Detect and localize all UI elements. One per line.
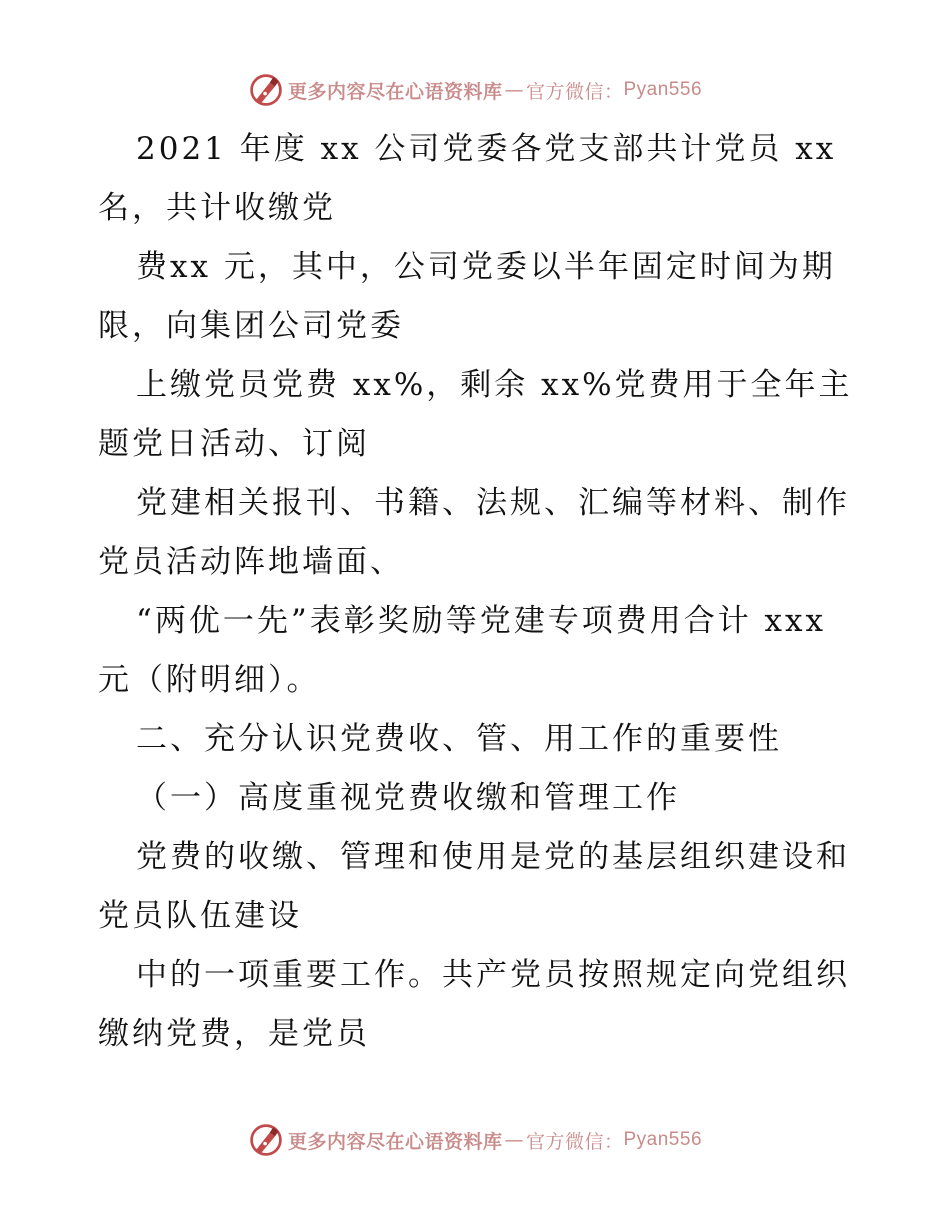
paragraph-line: 题党日活动、订阅: [98, 426, 370, 462]
watermark-label: 官方微信：: [525, 1130, 624, 1153]
section-heading: 二、充分认识党费收、管、用工作的重要性: [136, 721, 782, 757]
paragraph-line: 党员队伍建设: [98, 898, 302, 934]
subsection-heading: （一）高度重视党费收缴和管理工作: [136, 780, 680, 816]
paragraph-line: 元（附明细）。: [98, 662, 321, 698]
paragraph-line: 党建相关报刊、书籍、法规、汇编等材料、制作: [136, 485, 850, 521]
footer-watermark: [0, 1118, 950, 1162]
paragraph-line: “两优一先”表彰奖励等党建专项费用合计 xxx: [136, 603, 826, 639]
paragraph-line: 党员活动阵地墙面、: [98, 544, 404, 580]
watermark-wechat-id: Pyan556: [623, 79, 703, 100]
paragraph-line: 上缴党员党费 xx%，剩余 xx%党费用于全年主: [136, 367, 853, 403]
paragraph-line: 党费的收缴、管理和使用是党的基层组织建设和: [136, 839, 850, 875]
watermark-main-text: 更多内容尽在心语资料库: [287, 1130, 503, 1153]
watermark-main-text: 更多内容尽在心语资料库: [287, 80, 503, 103]
paragraph-line: 中的一项重要工作。共产党员按照规定向党组织: [136, 957, 850, 993]
paragraph-line: 费xx 元，其中，公司党委以半年固定时间为期: [136, 249, 836, 285]
pen-nib-logo-icon: [248, 72, 284, 108]
watermark-wechat-id: Pyan556: [623, 1129, 703, 1150]
document-body: [98, 120, 858, 1064]
paragraph-line: 名，共计收缴党: [98, 190, 336, 226]
paragraph-line: 限，向集团公司党委: [98, 308, 404, 344]
watermark-label: 官方微信：: [525, 80, 624, 103]
watermark-separator: —: [504, 79, 524, 101]
pen-nib-logo-icon: [248, 1122, 284, 1158]
header-watermark: [0, 68, 950, 112]
paragraph-line: 2021 年度 xx 公司党委各党支部共计党员 xx: [136, 131, 837, 167]
watermark-separator: —: [504, 1129, 524, 1151]
paragraph-line: 缴纳党费，是党员: [98, 1016, 370, 1052]
